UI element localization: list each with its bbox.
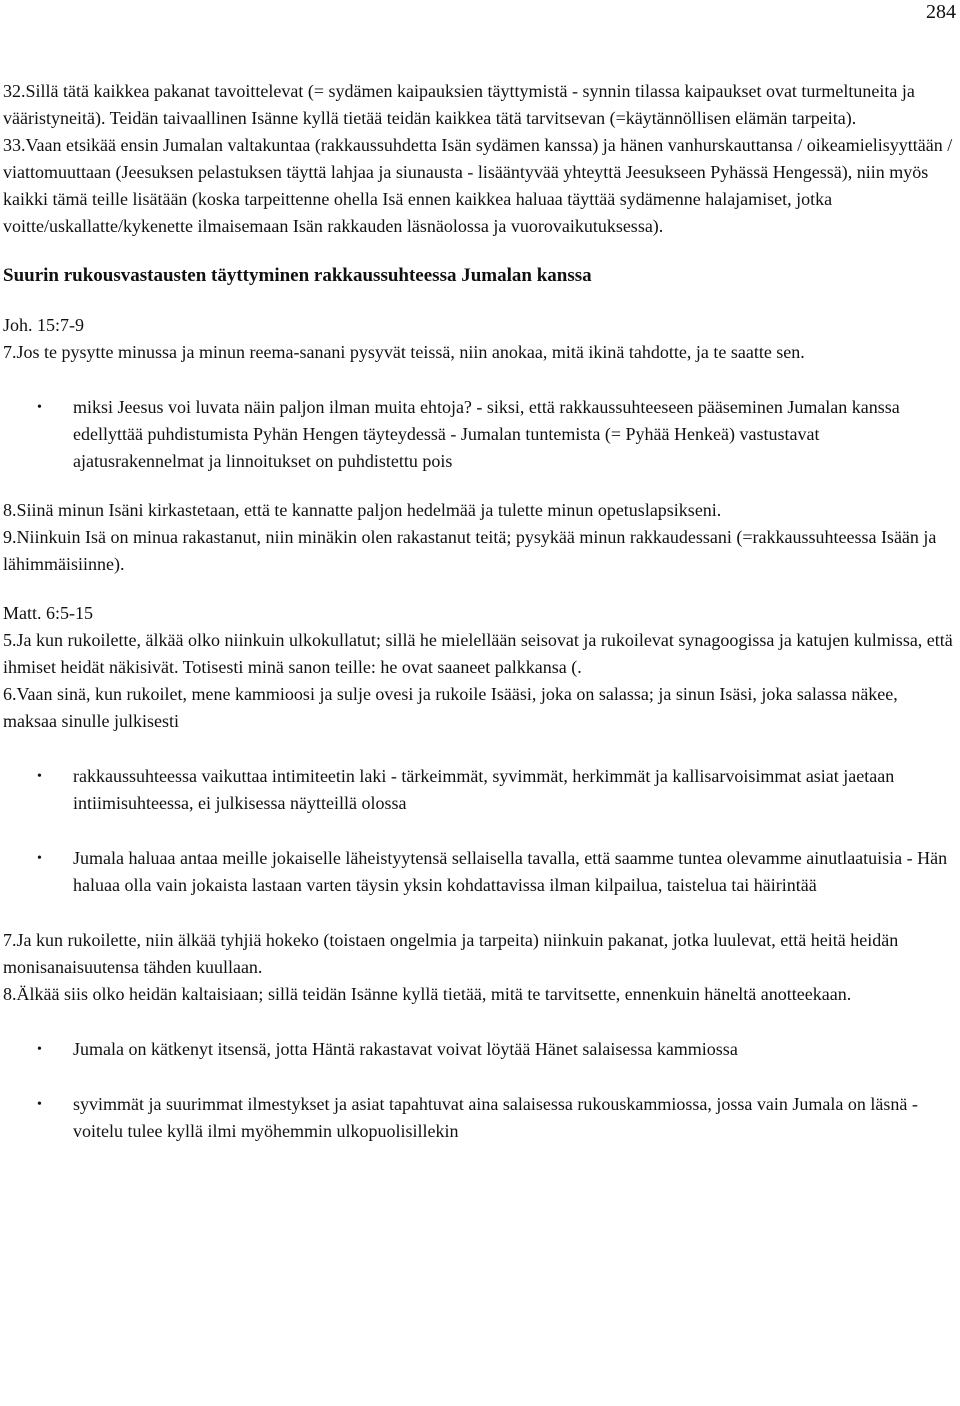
paragraph-joh-9: 9.Niinkuin Isä on minua rakastanut, niin minäkin olen rakastanut teitä; pysykää minun rakkaudessani (=rakkaussuhteessa Isään ja lähimmäisiinne). <box>3 527 937 574</box>
bullet-icon: • <box>37 851 42 866</box>
bullet-text: Jumala haluaa antaa meille jokaiselle läheistyytensä sellaisella tavalla, että saamme tuntea olevamme ainutlaatuisia - Hän haluaa olla vain jokaista lastaan varten täysin yksin kohdattavissa ilman kilpailua, taistelua tai häirintää <box>73 848 948 895</box>
document-body <box>3 78 953 1145</box>
paragraph-joh-8: 8.Siinä minun Isäni kirkastetaan, että te kannatte paljon hedelmää ja tulette minun opetuslapsikseni. <box>3 500 722 520</box>
bullet-text: syvimmät ja suurimmat ilmestykset ja asiat tapahtuvat aina salaisessa rukouskammiossa, jossa vain Jumala on läsnä - voitelu tulee kyllä ilmi myöhemmin ulkopuolisillekin <box>73 1094 918 1141</box>
list-item <box>3 1036 953 1063</box>
list-item <box>3 394 953 475</box>
paragraph-matt-6: 6.Vaan sinä, kun rukoilet, mene kammioosi ja sulje ovesi ja rukoile Isääsi, joka on salassa; ja sinun Isäsi, joka salassa näkee, maksaa sinulle julkisesti <box>3 684 898 731</box>
bullet-text: miksi Jeesus voi luvata näin paljon ilman muita ehtoja? - siksi, että rakkaussuhteeseen pääseminen Jumalan kanssa edellyttää puhdistumista Pyhän Hengen täyteydessä - Jumalan tuntemista (= Pyhää Henkeä) vastustavat ajatusrakennelmat ja linnoitukset on puhdistettu pois <box>73 397 900 471</box>
reference-matt: Matt. 6:5-15 <box>3 603 93 623</box>
paragraph-matt-5: 5.Ja kun rukoilette, älkää olko niinkuin ulkokullatut; sillä he mielellään seisovat ja rukoilevat synagoogissa ja katujen kulmissa, että ihmiset heidät näkisivät. Totisesti minä sanon teille: he ovat saaneet palkkansa (. <box>3 630 953 677</box>
paragraph-verse-33: 33.Vaan etsikää ensin Jumalan valtakuntaa (rakkaussuhdetta Isän sydämen kanssa) ja hänen vanhurskauttansa / oikeamielisyyttään / viattomuuttaan (Jeesuksen pelastuksen täyttä lahjaa ja siunausta - lisääntyvää yhteyttä Jeesukseen Pyhässä Hengessä), niin myös kaikki tämä teille lisätään (koska tarpeittenne ohella Isä ennen kaikkea haluaa täyttää sydämenne halajamiset, jotka voitte/uskallatte/kykenette ilmaisemaan Isän rakkauden läsnäolossa ja vuorovaikutuksessa). <box>3 135 953 236</box>
paragraph-matt-8: 8.Älkää siis olko heidän kaltaisiaan; sillä teidän Isänne kyllä tietää, mitä te tarvitsette, ennenkuin häneltä anotteekaan. <box>3 984 852 1004</box>
section-heading: Suurin rukousvastausten täyttyminen rakkaussuhteessa Jumalan kanssa <box>3 265 592 286</box>
bullet-icon: • <box>37 400 42 415</box>
bullet-icon: • <box>37 1042 42 1057</box>
paragraph-joh-7: 7.Jos te pysytte minussa ja minun reema-sanani pysyvät teissä, niin anokaa, mitä ikinä tahdotte, ja te saatte sen. <box>3 342 805 362</box>
reference-joh: Joh. 15:7-9 <box>3 315 84 335</box>
bullet-text: Jumala on kätkenyt itsensä, jotta Häntä rakastavat voivat löytää Hänet salaisessa kammiossa <box>73 1039 738 1059</box>
bullet-icon: • <box>37 769 42 784</box>
bullet-icon: • <box>37 1097 42 1112</box>
paragraph-verse-32: 32.Sillä tätä kaikkea pakanat tavoittelevat (= sydämen kaipauksien täyttymistä - synnin tilassa kaipaukset ovat turmeltuneita ja vääristyneitä). Teidän taivaallinen Isänne kyllä tietää teidän kaikkea tätä tarvitsevan (=käytännöllisen elämän tarpeita). <box>3 81 915 128</box>
bullet-text: rakkaussuhteessa vaikuttaa intimiteetin laki - tärkeimmät, syvimmät, herkimmät ja kallisarvoisimmat asiat jaetaan intiimisuhteessa, ei julkisessa näytteillä olossa <box>73 766 895 813</box>
list-item <box>3 763 953 817</box>
paragraph-matt-7: 7.Ja kun rukoilette, niin älkää tyhjiä hokeko (toistaen ongelmia ja tarpeita) niinkuin pakanat, jotka luulevat, että heitä heidän monisanaisuutensa tähden kuullaan. <box>3 930 899 977</box>
list-item <box>3 1091 953 1145</box>
page-number: 284 <box>926 1 956 23</box>
list-item <box>3 845 953 899</box>
